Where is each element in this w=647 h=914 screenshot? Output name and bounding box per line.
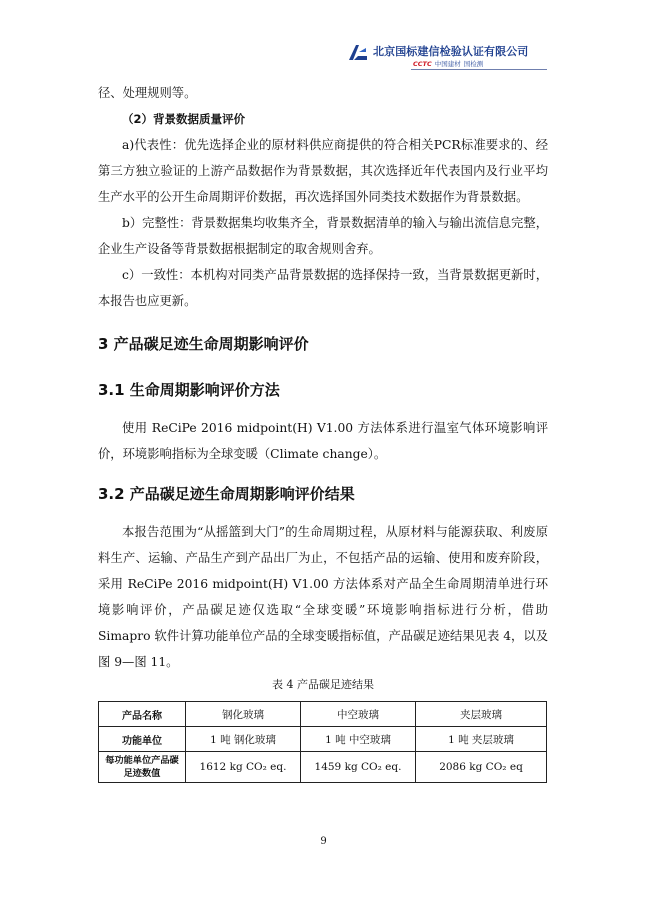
company-logo-icon (347, 42, 369, 64)
header-divider (411, 69, 547, 70)
inspection-logo: 国检测 (463, 60, 484, 68)
cnbm-logo: 中国建材 (434, 60, 461, 68)
table-row (99, 727, 547, 752)
paragraph-completeness: b）完整性：背景数据集均收集齐全，背景数据清单的输入与输出流信息完整，企业生产设备等背景数据根据制定的取舍规则舍弃。 (98, 216, 548, 256)
page-header (347, 40, 547, 74)
product-cell: 钢化玻璃 (186, 702, 301, 727)
paragraph-results: 本报告范围为“从摇篮到大门”的生命周期过程，从原材料与能源获取、利废原料生产、运输、产品生产到产品出厂为止，不包括产品的运输、使用和废弃阶段，采用 ReCiPe 2016 midpoint(H) V1.00 方法体系对产品全生命周期清单进行环境影响评价，产品碳足迹仅选取“全球变暖”环境影响指标进行分析，借助 Simapro 软件计算功能单位产品的全球变暖指标值，产品碳足迹结果见表 4，以及图 9—图 11。 (98, 525, 548, 669)
value-cell: 1612 kg CO₂ eq. (186, 752, 301, 783)
section-heading-3-1: 3.1 生命周期影响评价方法 (98, 381, 280, 399)
company-name: 北京国标建信检验认证有限公司 (373, 45, 529, 58)
header-cell-footprint-value: 每功能单位产品碳足迹数值 (99, 752, 186, 783)
paragraph-representativeness: a)代表性：优先选择企业的原材料供应商提供的符合相关PCR标准要求的、经第三方独立验证的上游产品数据作为背景数据，其次选择近年代表国内及行业平均生产水平的公开生命周期评价数据，再次选择国外同类技术数据作为背景数据。 (98, 138, 548, 204)
product-cell: 夹层玻璃 (416, 702, 547, 727)
table-caption: 表 4 产品碳足迹结果 (272, 678, 374, 691)
header-cell-functional-unit: 功能单位 (99, 727, 186, 752)
sub-logos (413, 59, 483, 68)
sub-heading: （2）背景数据质量评价 (122, 112, 246, 126)
page-number: 9 (320, 836, 327, 847)
value-cell: 2086 kg CO₂ eq (416, 752, 547, 783)
unit-cell: 1 吨 中空玻璃 (301, 727, 416, 752)
header-cell-product-name: 产品名称 (99, 702, 186, 727)
value-cell: 1459 kg CO₂ eq. (301, 752, 416, 783)
page-content (98, 80, 548, 783)
paragraph-consistency: c）一致性：本机构对同类产品背景数据的选择保持一致，当背景数据更新时，本报告也应更新。 (98, 268, 548, 308)
section-heading-3: 3 产品碳足迹生命周期影响评价 (98, 335, 309, 353)
carbon-footprint-table (98, 701, 547, 783)
continued-paragraph: 径、处理规则等。 (98, 86, 197, 100)
table-row (99, 752, 547, 783)
paragraph-method: 使用 ReCiPe 2016 midpoint(H) V1.00 方法体系进行温室气体环境影响评价，环境影响指标为全球变暖（Climate change）。 (98, 421, 548, 461)
table-row (99, 702, 547, 727)
unit-cell: 1 吨 钢化玻璃 (186, 727, 301, 752)
product-cell: 中空玻璃 (301, 702, 416, 727)
cctc-logo: CCTC (413, 60, 432, 68)
section-heading-3-2: 3.2 产品碳足迹生命周期影响评价结果 (98, 485, 355, 503)
unit-cell: 1 吨 夹层玻璃 (416, 727, 547, 752)
